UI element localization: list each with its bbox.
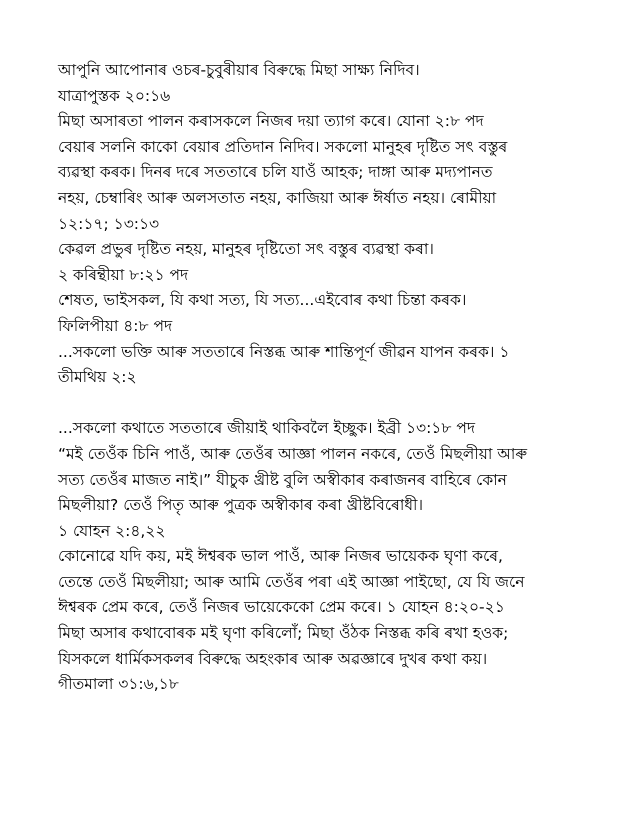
paragraph-gap xyxy=(58,391,618,417)
document-body xyxy=(58,58,618,698)
text-block-2: ...সকলো কথাতে সততাৰে জীয়াই থাকিবলৈ ইচ্ছুক। ইব্ৰী ১৩:১৮ পদ “মই তেওঁক চিনি পাওঁ, আৰু তেওঁৰ আজ্ঞা পালন নকৰে, তেওঁ মিছলীয়া আৰু সত্য তেওঁৰ মাজত নাই।” যীচুক খ্ৰীষ্ট বুলি অস্বীকাৰ কৰাজনৰ বাহিৰে কোন মিছলীয়া? তেওঁ পিতৃ আৰু পুত্ৰক অস্বীকাৰ কৰা খ্ৰীষ্টবিৰোধী। ১ যোহন ২:৪,২২ কোনোৱে যদি কয়, মই ঈশ্বৰক ভাল পাওঁ, আৰু নিজৰ ভায়েকক ঘৃণা কৰে, তেন্তে তেওঁ মিছলীয়া; আৰু আমি তেওঁৰ পৰা এই আজ্ঞা পাইছো, যে যি জনে ঈশ্বৰক প্ৰেম কৰে, তেওঁ নিজৰ ভায়েকেকো প্ৰেম কৰে। ১ যোহন ৪:২০-২১ মিছা অসাৰ কথাবোৰক মই ঘৃণা কৰিলোঁ; মিছা ওঁঠক নিস্তব্ধ কৰি ৰখা হওক; যিসকলে ধাৰ্মিকসকলৰ বিৰুদ্ধে অহংকাৰ আৰু অৱজ্ঞাৰে দুখৰ কথা কয়। গীতমালা ৩১:৬,১৮ xyxy=(58,419,528,694)
text-block-1: আপুনি আপোনাৰ ওচৰ-চুবুৰীয়াৰ বিৰুদ্ধে মিছা সাক্ষ্য নিদিব। যাত্ৰাপুস্তক ২০:১৬ মিছা অসাৰতা পালন কৰাসকলে নিজৰ দয়া ত্যাগ কৰে। যোনা ২:৮ পদ বেয়াৰ সলনি কাকো বেয়াৰ প্ৰতিদান নিদিব। সকলো মানুহৰ দৃষ্টিত সৎ বস্তুৰ ব্যৱস্থা কৰক। দিনৰ দৰে সততাৰে চলি যাওঁ আহক; দাঙ্গা আৰু মদ্যপানত নহয়, চেম্বাৰিং আৰু অলসতাত নহয়, কাজিয়া আৰু ঈৰ্ষাত নহয়। ৰোমীয়া ১২:১৭; ১৩:১৩ কেৱল প্ৰভুৰ দৃষ্টিত নহয়, মানুহৰ দৃষ্টিতো সৎ বস্তুৰ ব্যৱস্থা কৰা। ২ কৰিন্থীয়া ৮:২১ পদ শেষত, ভাইসকল, যি কথা সত্য, যি সত্য...এইবোৰ কথা চিন্তা কৰক। ফিলিপীয়া ৪:৮ পদ ...সকলো ভক্তি আৰু সততাৰে নিস্তব্ধ আৰু শান্তিপূৰ্ণ জীৱন যাপন কৰক। ১ তীমথিয় ২:২ xyxy=(58,61,510,387)
